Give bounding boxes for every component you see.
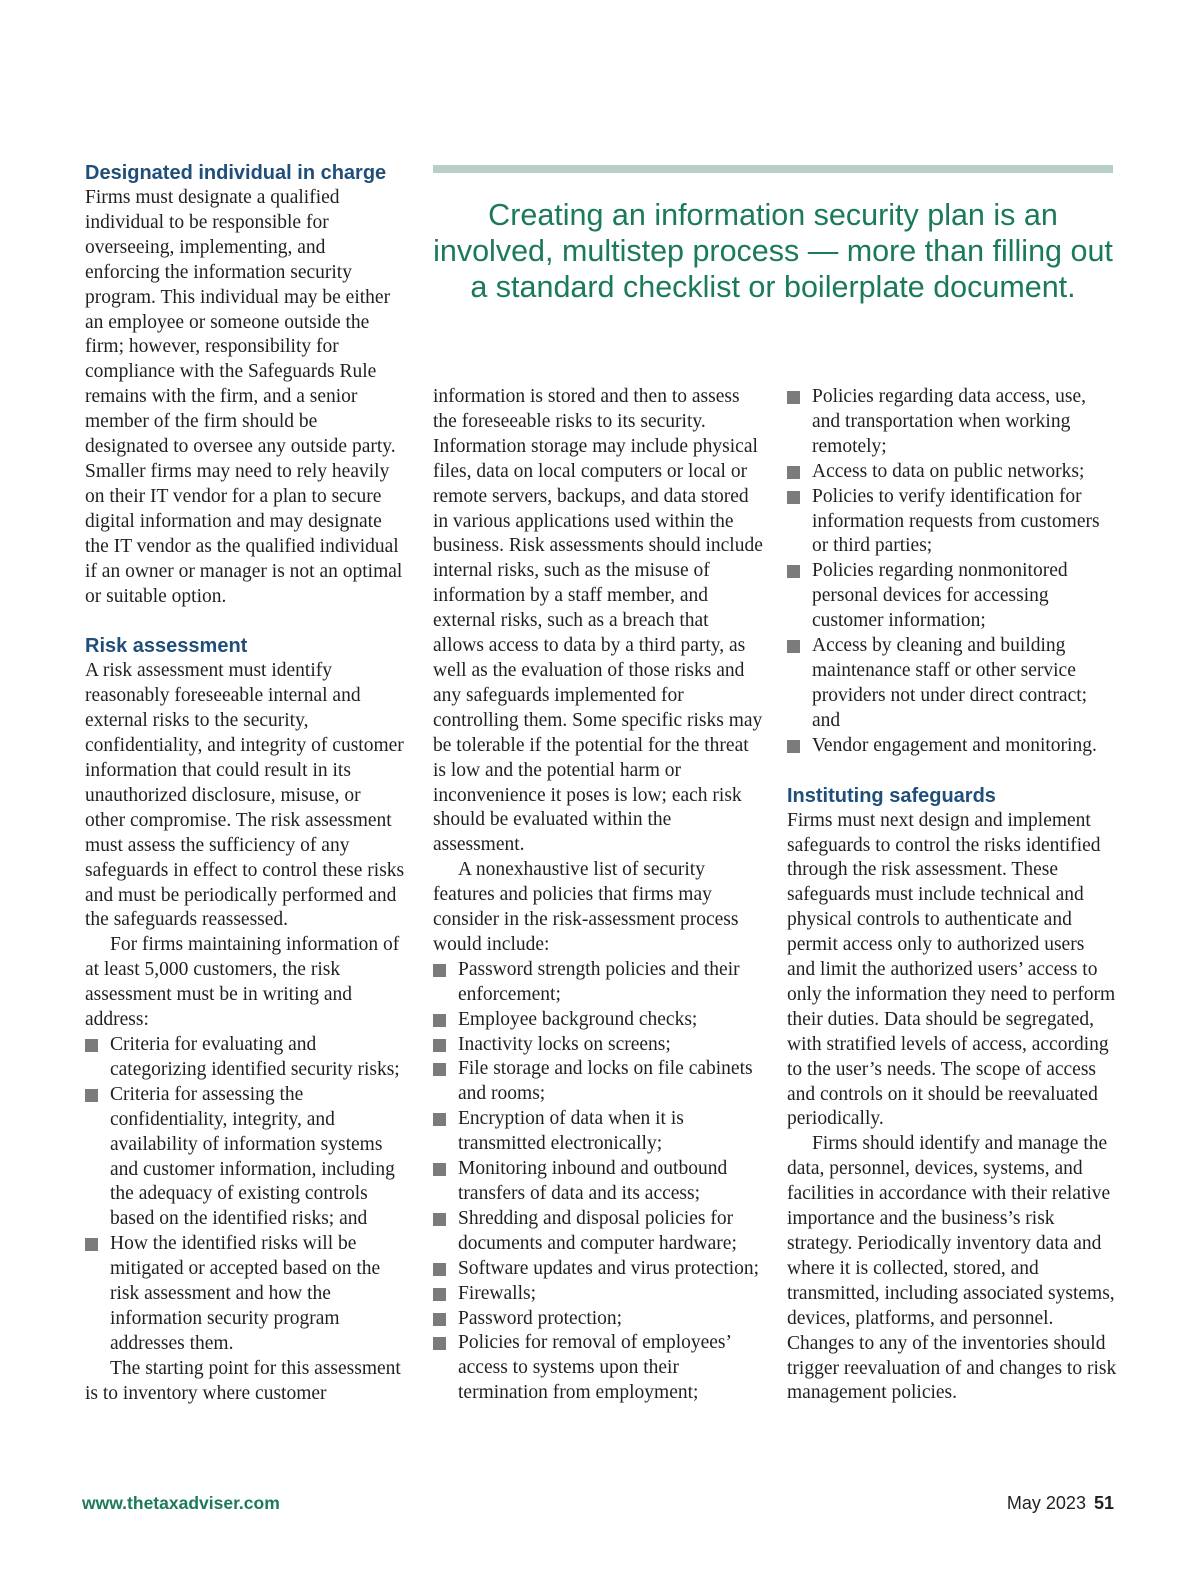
heading-instituting-safeguards: Instituting safeguards [787,784,996,807]
list-item: File storage and locks on file cabinets and rooms; [433,1057,763,1107]
list-item: Firewalls; [433,1282,763,1307]
list-item: Policies regarding data access, use, and transportation when working remotely; [787,385,1117,460]
bullet-square-icon [433,1213,446,1226]
list-item: Policies regarding nonmonitored personal devices for accessing customer information; [787,559,1117,634]
list-item: Criteria for assessing the confidentiality, integrity, and availability of information systems and customer information, including the adequacy of existing controls based on the identified risks; and [85,1083,405,1232]
bullet-square-icon [787,565,800,578]
paragraph-inventory-continued: information is stored and then to assess the foreseeable risks to its security. Information storage may include physical files, data on local computers or local or remote servers, backups, and data stored in various applications used within the business. Risk assessments should include internal risks, such as the misuse of information by a staff member, and external risks, such as a breach that allows access to data by a third party, as well as the evaluation of those risks and any safeguards implemented for controlling them. Some specific risks may be tolerable if the potential for the threat is low and the potential harm or inconvenience it poses is low; each risk should be evaluated within the assessment. [433,386,763,856]
column-1 [85,160,405,1407]
list-item: Password protection; [433,1307,763,1332]
paragraph-safeguards: Firms must next design and implement safeguards to control the risks identified through the risk assessment. These safeguards must include technical and physical controls to authenticate and permit access only to authorized users and limit the authorized users’ access to only the information they need to perform their duties. Data should be segregated, with stratified levels of access, according to the user’s needs. The scope of access and controls on it should be reevaluated periodically. [787,809,1116,1130]
heading-designated-individual: Designated individual in charge [85,162,387,184]
bullet-square-icon [85,1089,98,1102]
pull-quote [433,165,1113,305]
footer-date: May 2023 [1006,1493,1086,1513]
page-number: 51 [1093,1493,1114,1513]
list-item: Software updates and virus protection; [433,1257,763,1282]
bullet-square-icon [85,1238,98,1251]
paragraph-list-intro: A nonexhaustive list of security features and policies that firms may consider in the risk-assessment process would include: [433,859,739,955]
list-item: Criteria for evaluating and categorizing identified security risks; [85,1033,405,1083]
bullet-square-icon [787,466,800,479]
bullet-square-icon [787,740,800,753]
bullet-square-icon [433,964,446,977]
column-2 [433,385,763,1406]
bullet-square-icon [433,1063,446,1076]
list-item: Access by cleaning and building maintenance staff or other service providers not under direct contract; and [787,634,1117,734]
bullet-square-icon [433,1014,446,1027]
list-item: Shredding and disposal policies for documents and computer hardware; [433,1207,763,1257]
bullet-square-icon [787,391,800,404]
list-item: Encryption of data when it is transmitted electronically; [433,1107,763,1157]
bullet-square-icon [85,1039,98,1052]
bullet-square-icon [433,1113,446,1126]
security-features-list [433,958,763,1406]
list-item: Policies for removal of employees’ access to systems upon their termination from employment; [433,1331,763,1406]
bullet-square-icon [787,491,800,504]
list-item: Policies to verify identification for information requests from customers or third parties; [787,485,1117,560]
heading-risk-assessment: Risk assessment [85,635,248,658]
bullet-square-icon [433,1288,446,1301]
paragraph-risk-assessment: A risk assessment must identify reasonably foreseeable internal and external risks to the security, confidentiality, and integrity of customer information that could result in its unauthorized disclosure, misuse, or other compromise. The risk assessment must assess the sufficiency of any safeguards in effect to control these risks and must be periodically performed and the safeguards reassessed. [85,660,405,931]
security-features-list-continued [787,385,1117,759]
pull-quote-text: Creating an information security plan is an involved, multistep process — more than filling out a standard checklist or boilerplate document. [433,198,1113,304]
risk-criteria-list [85,1033,405,1357]
column-3 [787,385,1117,1406]
list-item: Access to data on public networks; [787,460,1117,485]
paragraph-identify-manage: Firms should identify and manage the data, personnel, devices, systems, and facilities in accordance with their relative importance and the business’s risk strategy. Periodically inventory data and where it is collected, stored, and transmitted, including associated systems, devices, platforms, and personnel. Changes to any of the inventories should trigger reevaluation of and changes to risk management policies. [787,1133,1117,1404]
footer-website-url: www.thetaxadviser.com [82,1493,280,1513]
bullet-square-icon [433,1039,446,1052]
pull-quote-rule [433,165,1113,173]
list-item: How the identified risks will be mitigated or accepted based on the risk assessment and how the information security program addresses them. [85,1232,405,1357]
bullet-square-icon [433,1263,446,1276]
bullet-square-icon [433,1313,446,1326]
paragraph-designated-individual: Firms must designate a qualified individual to be responsible for overseeing, implementing, and enforcing the information security program. This individual may be either an employee or someone outside the firm; however, responsibility for compliance with the Safeguards Rule remains with the firm, and a senior member of the firm should be designated to oversee any outside party. Smaller firms may need to rely heavily on their IT vendor for a plan to secure digital information and may designate the IT vendor as the qualified individual if an owner or manager is not an optimal or suitable option. [85,187,403,607]
bullet-square-icon [787,640,800,653]
bullet-square-icon [433,1337,446,1350]
list-item: Inactivity locks on screens; [433,1033,763,1058]
list-item: Employee background checks; [433,1008,763,1033]
paragraph-starting-point: The starting point for this assessment is to inventory where customer [85,1357,401,1404]
list-item: Password strength policies and their enforcement; [433,958,763,1008]
list-item: Vendor engagement and monitoring. [787,734,1117,759]
list-item: Monitoring inbound and outbound transfers of data and its access; [433,1157,763,1207]
bullet-square-icon [433,1163,446,1176]
footer-folio [1007,1493,1114,1514]
paragraph-risk-writing: For firms maintaining information of at least 5,000 customers, the risk assessment must be in writing and address: [85,934,400,1031]
